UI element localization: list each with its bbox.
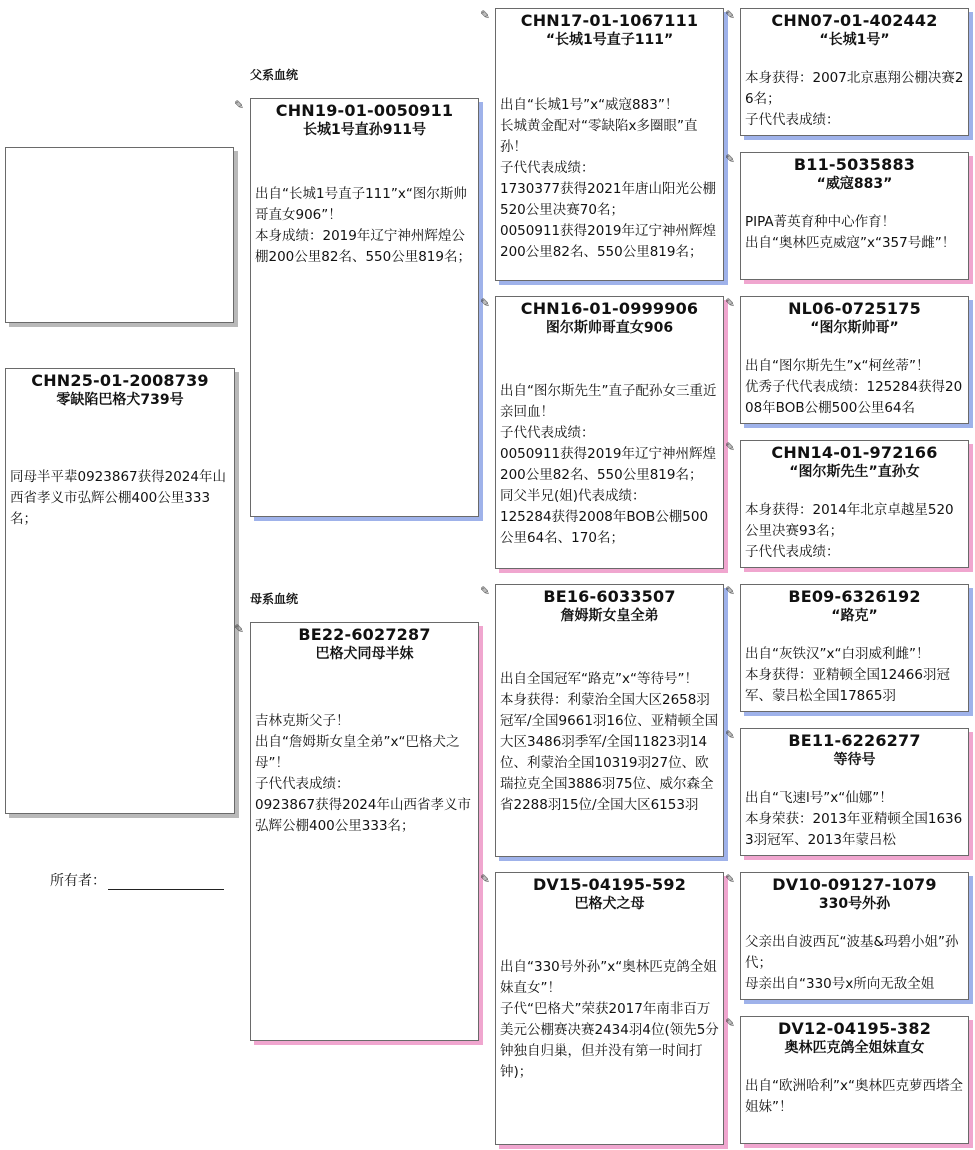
dam-tag-icon: ✎: [234, 622, 245, 636]
dam-card: [250, 622, 479, 1041]
owner-field: [50, 870, 224, 890]
sire-card: [250, 98, 479, 517]
dsd-line: 本身荣获：2013年亚精顿全国16363羽冠军、2013年蒙吕松: [745, 811, 963, 848]
sds-name: “图尔斯帅哥”: [810, 320, 899, 336]
ss-ring-id: CHN17-01-1067111: [520, 11, 699, 30]
ds-name: 詹姆斯女皇全弟: [560, 608, 659, 624]
dam-line: 子代代表成绩：: [255, 776, 350, 792]
sss-name: “长城1号”: [819, 32, 890, 48]
sire-line: 出自“长城1号直子111”x“图尔斯帅哥直女906”！: [255, 186, 467, 223]
sire-tag-icon: ✎: [234, 98, 245, 112]
dd-tag-icon: ✎: [480, 872, 491, 886]
ss-line: 长城黄金配对“零缺陷x多圈眼”直孙！: [500, 118, 698, 155]
ddd-card: [740, 1016, 969, 1144]
ds-ring-id: BE16-6033507: [543, 587, 676, 606]
ss-line: 子代代表成绩：: [500, 160, 595, 176]
subject-card: [5, 368, 235, 814]
dam-name: 巴格犬同母半妹: [315, 646, 414, 662]
sd-name: 图尔斯帅哥直女906: [545, 320, 674, 336]
ssd-card: [740, 152, 969, 280]
sss-tag-icon: ✎: [725, 8, 736, 22]
ddd-name: 奥林匹克鸽全姐妹直女: [784, 1040, 925, 1056]
sd-line: 子代代表成绩：: [500, 425, 595, 441]
sd-line: 同父半兄(姐)代表成绩：: [500, 488, 646, 504]
ddd-ring-id: DV12-04195-382: [777, 1019, 932, 1038]
dsd-tag-icon: ✎: [725, 728, 736, 742]
ss-line: 1730377获得2021年唐山阳光公棚520公里决赛70名；: [500, 181, 716, 218]
dd-name: 巴格犬之母: [574, 896, 645, 912]
ss-tag-icon: ✎: [480, 8, 491, 22]
dss-line: 本身获得：亚精顿全国12466羽冠军、蒙吕松全国17865羽: [745, 667, 950, 704]
sds-line: 优秀子代代表成绩：125284获得2008年BOB公棚500公里64名: [745, 379, 963, 416]
sdd-ring-id: CHN14-01-972166: [771, 443, 938, 462]
ssd-line: 出自“奥林匹克威寇”x“357号雌”！: [745, 235, 956, 251]
dsd-card: [740, 728, 969, 856]
sd-tag-icon: ✎: [480, 296, 491, 310]
sd-line: 出自“图尔斯先生”直子配孙女三重近亲回血！: [500, 383, 717, 420]
dsd-line: 出自“飞速l号”x“仙娜”！: [745, 790, 893, 806]
sds-tag-icon: ✎: [725, 296, 736, 310]
sss-ring-id: CHN07-01-402442: [771, 11, 938, 30]
sd-line: 125284获得2008年BOB公棚500公里64名、170名；: [500, 509, 709, 546]
sd-line: 0050911获得2019年辽宁神州辉煌200公里82名、550公里819名；: [500, 446, 716, 483]
dds-tag-icon: ✎: [725, 872, 736, 886]
sire-ring-id: CHN19-01-0050911: [275, 101, 454, 120]
sds-ring-id: NL06-0725175: [788, 299, 921, 318]
sss-card: [740, 8, 969, 136]
subject-line: 同母半平辈0923867获得2024年山西省孝义市弘辉公棚400公里333名；: [10, 469, 226, 527]
sire-dam-card: [495, 296, 724, 569]
ds-line: 本身获得：利蒙治全国大区2658羽冠军/全国9661羽16位、亚精顿全国大区3486羽季军/全国11823羽14位、利蒙治全国10319羽27位、欧瑞拉克全国3886羽75位、威尔森全省2288羽15位/全国大区6153羽: [500, 692, 719, 813]
maternal-lineage-label: 母系血统: [250, 592, 299, 606]
sire-name: 长城1号直孙911号: [303, 122, 426, 138]
ds-tag-icon: ✎: [480, 584, 491, 598]
sss-line: 子代代表成绩：: [745, 112, 840, 128]
sdd-name: “图尔斯先生”直孙女: [789, 464, 920, 480]
dds-card: [740, 872, 969, 1000]
ss-name: “长城1号直子111”: [545, 32, 674, 48]
ssd-name: “威寇883”: [816, 176, 893, 192]
dss-line: 出自“灰铁汉”x“白羽威利雌”！: [745, 646, 930, 662]
dsd-ring-id: BE11-6226277: [788, 731, 921, 750]
dss-card: [740, 584, 969, 712]
dam-sire-card: [495, 584, 724, 857]
ss-line: 出自“长城1号”x“威寇883”！: [500, 97, 679, 113]
ddd-tag-icon: ✎: [725, 1016, 736, 1030]
ssd-ring-id: B11-5035883: [793, 155, 916, 174]
dds-line: 母亲出自“330号x所向无敌全姐: [745, 976, 935, 992]
dsd-name: 等待号: [833, 752, 876, 768]
owner-blank-line: [108, 877, 224, 890]
sdd-tag-icon: ✎: [725, 440, 736, 454]
sdd-line: 本身获得：2014年北京卓越星520公里决赛93名；: [745, 502, 954, 539]
dss-tag-icon: ✎: [725, 584, 736, 598]
dd-line: 子代“巴格犬”荣获2017年南非百万美元公棚赛决赛2434羽4位(领先5分钟独自归巢，但并没有第一时间打钟)；: [500, 1001, 719, 1080]
dds-ring-id: DV10-09127-1079: [772, 875, 937, 894]
paternal-lineage-label: 父系血统: [250, 68, 299, 82]
dss-name: “路克”: [831, 608, 878, 624]
dd-line: 出自“330号外孙”x“奥林匹克鸽全姐妹直女”！: [500, 959, 717, 996]
dam-ring-id: BE22-6027287: [298, 625, 431, 644]
ddd-line: 出自“欧洲哈利”x“奥林匹克萝西塔全姐妹”！: [745, 1078, 963, 1115]
sd-ring-id: CHN16-01-0999906: [520, 299, 699, 318]
ssd-line: PIPA菁英育种中心作育！: [745, 214, 896, 230]
sdd-line: 子代代表成绩：: [745, 544, 840, 560]
owner-label: 所有者：: [50, 873, 106, 889]
sire-sire-card: [495, 8, 724, 281]
dam-line: 吉林克斯父子！: [255, 713, 350, 729]
dds-name: 330号外孙: [818, 896, 891, 912]
sds-line: 出自“图尔斯先生”x“柯丝蒂”！: [745, 358, 930, 374]
dam-line: 出自“詹姆斯女皇全弟”x“巴格犬之母”！: [255, 734, 460, 771]
ds-line: 出自全国冠军“路克”x“等待号”！: [500, 671, 698, 687]
dd-ring-id: DV15-04195-592: [532, 875, 687, 894]
pigeon-photo-box: [5, 147, 234, 323]
dam-dam-card: [495, 872, 724, 1145]
sdd-card: [740, 440, 969, 568]
sire-line: 本身成绩：2019年辽宁神州辉煌公棚200公里82名、550公里819名；: [255, 228, 471, 265]
sss-line: 本身获得：2007北京惠翔公棚决赛26名；: [745, 70, 964, 107]
subject-name: 零缺陷巴格犬739号: [56, 392, 184, 408]
dds-line: 父亲出自波西瓦“波基&玛碧小姐”孙代；: [745, 934, 959, 971]
ss-line: 0050911获得2019年辽宁神州辉煌200公里82名、550公里819名；: [500, 223, 716, 260]
subject-ring-id: CHN25-01-2008739: [31, 371, 209, 390]
ssd-tag-icon: ✎: [725, 152, 736, 166]
dss-ring-id: BE09-6326192: [788, 587, 921, 606]
dam-line: 0923867获得2024年山西省孝义市弘辉公棚400公里333名；: [255, 797, 471, 834]
sds-card: [740, 296, 969, 424]
